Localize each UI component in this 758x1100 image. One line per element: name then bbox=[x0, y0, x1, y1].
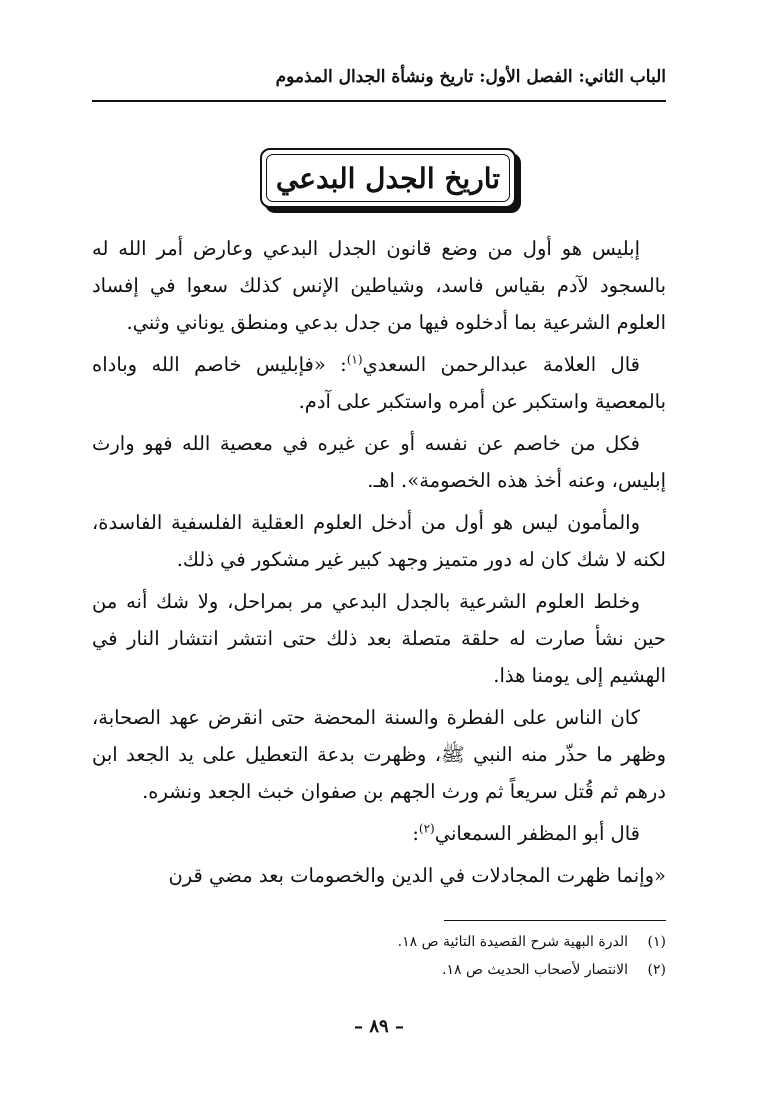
paragraph: كان الناس على الفطرة والسنة المحضة حتى انقرض عهد الصحابة، وظهر ما حذّر منه النبي ﷺ، وظهرت بدعة التعطيل على يد الجعد ابن درهم ثم قُتل سريعاً ثم ورث الجهم بن صفوان خبث الجعد ونشره. bbox=[92, 706, 666, 803]
running-header: الباب الثاني: الفصل الأول: تاريخ ونشأة الجدال المذموم bbox=[275, 67, 666, 87]
paragraph bbox=[92, 346, 666, 420]
paragraph-text: : bbox=[412, 822, 419, 845]
paragraph-text: قال أبو المظفر السمعاني bbox=[434, 822, 640, 845]
footnote-number: (١) bbox=[647, 934, 666, 950]
header-divider bbox=[92, 100, 666, 102]
paragraph-text: : «فإبليس خاصم الله وباداه بالمعصية واستكبر عن أمره واستكبر على آدم. bbox=[92, 353, 666, 413]
paragraph-text: قال العلامة عبدالرحمن السعدي bbox=[362, 353, 640, 376]
section-title: تاريخ الجدل البدعي bbox=[275, 161, 501, 195]
paragraph bbox=[92, 815, 666, 852]
paragraph: «وإنما ظهرت المجادلات في الدين والخصومات بعد مضي قرن bbox=[168, 864, 666, 887]
footnote bbox=[92, 928, 666, 956]
paragraph: والمأمون ليس هو أول من أدخل العلوم العقلية الفلسفية الفاسدة، لكنه لا شك كان له دور متميز وجهد كبير غير مشكور في ذلك. bbox=[92, 511, 666, 571]
body-text bbox=[92, 230, 666, 899]
footnote-marker: (١) bbox=[346, 352, 363, 367]
footnote-number: (٢) bbox=[647, 962, 666, 978]
footnote-divider bbox=[444, 920, 666, 921]
footnote-marker: (٢) bbox=[418, 821, 435, 836]
paragraph: إبليس هو أول من وضع قانون الجدل البدعي وعارض أمر الله له بالسجود لآدم بقياس فاسد، وشياطين الإنس كذلك سعوا في إفساد العلوم الشرعية بما أدخلوه فيها من جدل بدعي ومنطق يوناني وثني. bbox=[92, 237, 666, 334]
footnote-text: الدرة البهية شرح القصيدة التائية ص ١٨. bbox=[397, 934, 628, 950]
page-number: – ٨٩ – bbox=[354, 1016, 404, 1037]
paragraph: فكل من خاصم عن نفسه أو عن غيره في معصية الله فهو وارث إبليس، وعنه أخذ هذه الخصومة». اهـ. bbox=[92, 432, 666, 492]
footnotes bbox=[92, 928, 666, 984]
footnote bbox=[92, 956, 666, 984]
paragraph: وخلط العلوم الشرعية بالجدل البدعي مر بمراحل، ولا شك أنه من حين نشأ صارت له حلقة متصلة بعد ذلك حتى انتشر انتشار النار في الهشيم إلى يومنا هذا. bbox=[92, 590, 666, 687]
section-title-box bbox=[260, 148, 516, 208]
footnote-text: الانتصار لأصحاب الحديث ص ١٨. bbox=[442, 962, 628, 978]
